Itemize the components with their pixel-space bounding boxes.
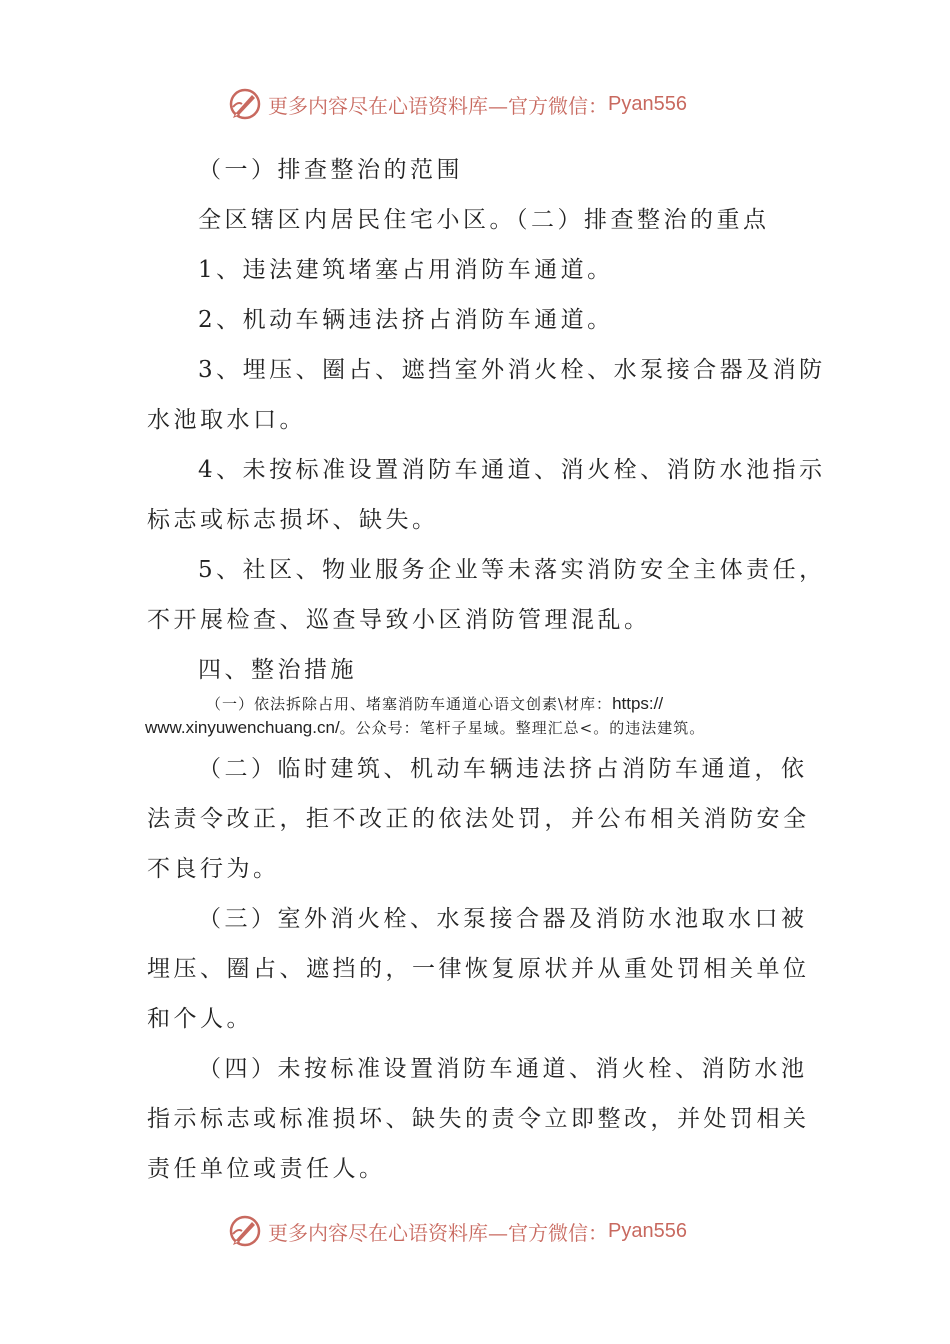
paragraph-line: （一）排查整治的范围 [198, 157, 463, 183]
banner-wechat-id: Pyan556 [608, 92, 687, 115]
paragraph-line: 法责令改正，拒不改正的依法处罚，并公布相关消防安全 [147, 806, 810, 832]
banner-text: 更多内容尽在心语资料库—官方微信： [268, 93, 608, 118]
paragraph-line: 指示标志或标准损坏、缺失的责令立即整改，并处罚相关 [147, 1106, 810, 1132]
paragraph-line: 不良行为。 [147, 856, 280, 882]
inserted-note-text: 。公众号：笔杆子星域。整理汇总<。的违法建筑。 [339, 719, 706, 737]
paragraph-line: 责任单位或责任人。 [147, 1156, 386, 1182]
inserted-note-line-2 [145, 718, 705, 738]
paragraph-line: 全区辖区内居民住宅小区。（二）排查整治的重点 [198, 207, 770, 233]
paragraph-line: 5、社区、物业服务企业等未落实消防安全主体责任， [198, 557, 826, 583]
inserted-note-line-1 [206, 694, 663, 714]
paragraph-line: （三）室外消火栓、水泵接合器及消防水池取水口被 [198, 906, 808, 932]
paragraph-line: 4、未按标准设置消防车通道、消火栓、消防水池指示 [198, 457, 826, 483]
banner-wechat-id: Pyan556 [608, 1219, 687, 1242]
inserted-note-url: www.xinyuwenchuang.cn/ [145, 718, 340, 737]
paragraph-line: 不开展检查、巡查导致小区消防管理混乱。 [147, 607, 651, 633]
paragraph-line: 2、机动车辆违法挤占消防车通道。 [198, 307, 614, 333]
pen-logo-icon [228, 1214, 262, 1248]
section-heading: 四、整治措施 [198, 657, 357, 683]
paragraph-line: 和个人。 [147, 1006, 253, 1032]
paragraph-line: 埋压、圈占、遮挡的，一律恢复原状并从重处罚相关单位 [147, 956, 810, 982]
paragraph-line: 3、埋压、圈占、遮挡室外消火栓、水泵接合器及消防 [198, 357, 826, 383]
inserted-note-text: （一）依法拆除占用、堵塞消防车通道心语文创素\材库： [206, 695, 613, 713]
banner-text: 更多内容尽在心语资料库—官方微信： [268, 1220, 608, 1245]
paragraph-line: 标志或标志损坏、缺失。 [147, 507, 439, 533]
paragraph-line: 水池取水口。 [147, 407, 306, 433]
inserted-note-url: https:// [612, 694, 664, 713]
pen-logo-icon [228, 87, 262, 121]
header-banner [228, 84, 687, 124]
paragraph-line: 1、违法建筑堵塞占用消防车通道。 [198, 257, 614, 283]
footer-banner [228, 1211, 687, 1251]
paragraph-line: （二）临时建筑、机动车辆违法挤占消防车通道，依 [198, 756, 808, 782]
paragraph-line: （四）未按标准设置消防车通道、消火栓、消防水池 [198, 1056, 808, 1082]
